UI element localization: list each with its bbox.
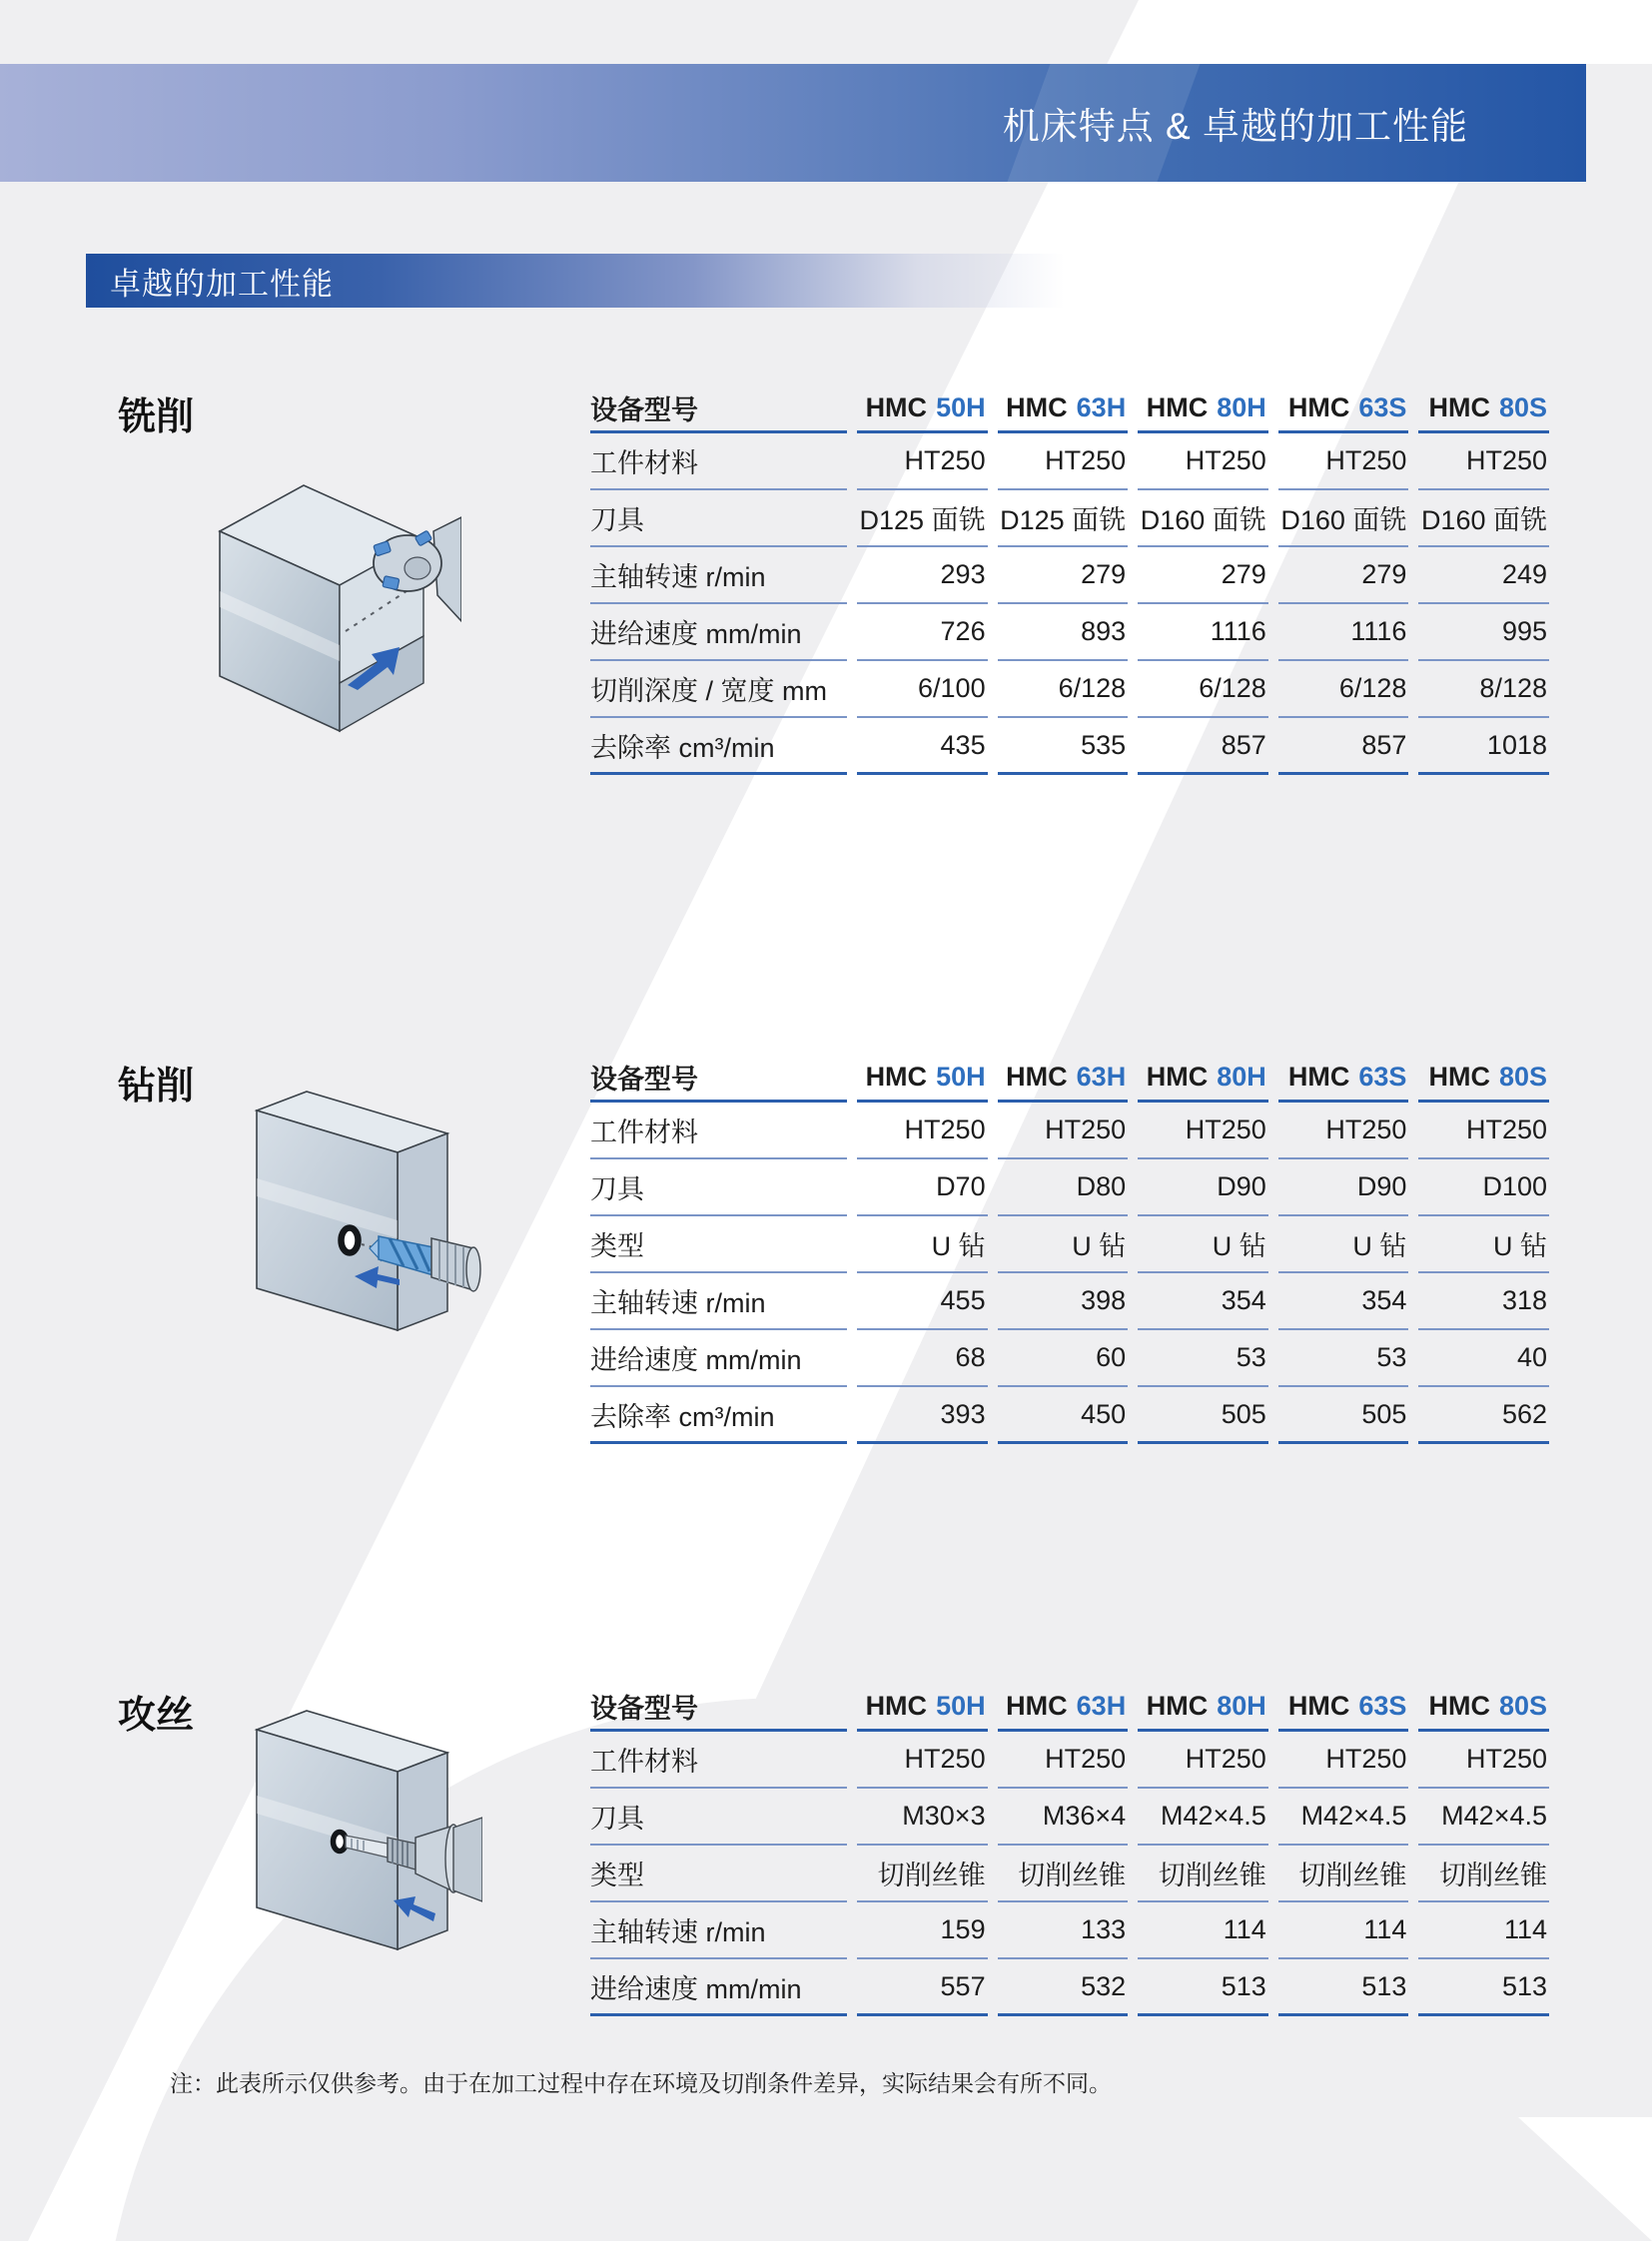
value-cell: 318	[1418, 1273, 1549, 1330]
value-cell: 557	[857, 1959, 988, 2016]
value-cell: 726	[857, 604, 988, 661]
model-header-cell	[1138, 1684, 1268, 1732]
value-cell: 535	[998, 718, 1129, 775]
footnote: 注：此表所示仅供参考。由于在加工过程中存在环境及切削条件差异，实际结果会有所不同。	[170, 2070, 1112, 2096]
table-header-label: 设备型号	[590, 1684, 847, 1732]
value-cell: D160 面铣	[1418, 490, 1549, 547]
row-label-cell: 刀具	[590, 490, 847, 547]
tap-illustration	[238, 1700, 482, 1954]
insert-2	[383, 576, 400, 590]
value-cell: HT250	[857, 1732, 988, 1789]
value-cell: 562	[1418, 1387, 1549, 1444]
value-cell: 293	[857, 547, 988, 604]
value-cell: D90	[1278, 1159, 1409, 1216]
model-number: 80S	[1498, 1691, 1547, 1721]
value-cell: D100	[1418, 1159, 1549, 1216]
row-label-cell: 工件材料	[590, 433, 847, 490]
milling-table	[590, 385, 1549, 775]
model-prefix: HMC	[865, 1062, 928, 1092]
model-header-cell	[998, 1055, 1129, 1103]
row-label-cell: 工件材料	[590, 1732, 847, 1789]
value-cell: 1018	[1418, 718, 1549, 775]
value-cell: 切削丝锥	[1418, 1846, 1549, 1902]
row-label-cell: 类型	[590, 1216, 847, 1273]
value-cell: 6/128	[998, 661, 1129, 718]
value-cell: 114	[1418, 1902, 1549, 1959]
value-cell: 505	[1138, 1387, 1268, 1444]
value-cell: HT250	[1138, 433, 1268, 490]
value-cell: HT250	[857, 1103, 988, 1159]
value-cell: 切削丝锥	[998, 1846, 1129, 1902]
section-milling	[0, 385, 1652, 805]
value-cell: 68	[857, 1330, 988, 1387]
holder-cap	[466, 1247, 480, 1291]
value-cell: M42×4.5	[1138, 1789, 1268, 1846]
banner-title: 机床特点 & 卓越的加工性能	[1002, 106, 1468, 147]
value-cell: 857	[1278, 718, 1409, 775]
model-number: 63H	[1076, 1691, 1127, 1721]
value-cell: 279	[998, 547, 1129, 604]
row-label-cell: 主轴转速 r/min	[590, 547, 847, 604]
value-cell: U 钻	[1278, 1216, 1409, 1273]
model-number: 63S	[1358, 1691, 1407, 1721]
value-cell: 133	[998, 1902, 1129, 1959]
value-cell: 53	[1138, 1330, 1268, 1387]
value-cell: M36×4	[998, 1789, 1129, 1846]
value-cell: 切削丝锥	[1138, 1846, 1268, 1902]
value-cell: 切削丝锥	[857, 1846, 988, 1902]
value-cell: 6/128	[1138, 661, 1268, 718]
model-prefix: HMC	[1146, 1062, 1209, 1092]
model-header-cell	[1418, 1055, 1549, 1103]
row-label-cell: 刀具	[590, 1789, 847, 1846]
value-cell: 354	[1278, 1273, 1409, 1330]
face-milling-illustration	[212, 471, 461, 746]
value-cell: 159	[857, 1902, 988, 1959]
model-header-cell	[1278, 1684, 1409, 1732]
model-prefix: HMC	[1146, 392, 1209, 422]
value-cell: 切削丝锥	[1278, 1846, 1409, 1902]
model-prefix: HMC	[1006, 1691, 1068, 1721]
row-label-cell: 类型	[590, 1846, 847, 1902]
milling-section-label: 铣削	[118, 396, 195, 438]
model-number: 63H	[1076, 1062, 1127, 1092]
value-cell: U 钻	[1418, 1216, 1549, 1273]
row-label-cell: 进给速度 mm/min	[590, 604, 847, 661]
holder-body	[453, 1818, 482, 1901]
value-cell: 279	[1138, 547, 1268, 604]
model-prefix: HMC	[1428, 392, 1490, 422]
value-cell: 513	[1138, 1959, 1268, 2016]
value-cell: 114	[1278, 1902, 1409, 1959]
model-prefix: HMC	[1006, 1062, 1068, 1092]
row-label-cell: 主轴转速 r/min	[590, 1902, 847, 1959]
model-number: 50H	[936, 1062, 986, 1092]
value-cell: 893	[998, 604, 1129, 661]
row-label-cell: 进给速度 mm/min	[590, 1330, 847, 1387]
tapped-hole	[334, 1833, 347, 1852]
value-cell: D125 面铣	[857, 490, 988, 547]
model-header-cell	[1278, 385, 1409, 433]
model-header-cell	[857, 1684, 988, 1732]
value-cell: M42×4.5	[1278, 1789, 1409, 1846]
value-cell: U 钻	[1138, 1216, 1268, 1273]
model-prefix: HMC	[865, 1691, 928, 1721]
model-header-cell	[1418, 1684, 1549, 1732]
model-number: 80H	[1217, 1062, 1266, 1092]
value-cell: D70	[857, 1159, 988, 1216]
model-header-cell	[1418, 385, 1549, 433]
model-header-cell	[857, 385, 988, 433]
section-drilling	[0, 1055, 1652, 1474]
model-number: 63S	[1358, 392, 1407, 422]
row-label-cell: 去除率 cm³/min	[590, 718, 847, 775]
tapping-table	[590, 1684, 1549, 2016]
value-cell: 532	[998, 1959, 1129, 2016]
table-header-label: 设备型号	[590, 1055, 847, 1103]
drilling-section-label: 钻削	[118, 1066, 195, 1108]
model-number: 50H	[936, 1691, 986, 1721]
value-cell: 513	[1278, 1959, 1409, 2016]
value-cell: M30×3	[857, 1789, 988, 1846]
section-title-bar	[86, 254, 1065, 308]
tapping-section-label: 攻丝	[118, 1695, 195, 1737]
value-cell: 435	[857, 718, 988, 775]
row-label-cell: 切削深度 / 宽度 mm	[590, 661, 847, 718]
value-cell: D125 面铣	[998, 490, 1129, 547]
model-prefix: HMC	[1006, 392, 1068, 422]
value-cell: 857	[1138, 718, 1268, 775]
value-cell: M42×4.5	[1418, 1789, 1549, 1846]
model-number: 50H	[936, 392, 986, 422]
value-cell: 455	[857, 1273, 988, 1330]
model-number: 80S	[1498, 392, 1547, 422]
row-label-cell: 刀具	[590, 1159, 847, 1216]
value-cell: 393	[857, 1387, 988, 1444]
model-number: 80H	[1217, 1691, 1266, 1721]
value-cell: 513	[1418, 1959, 1549, 2016]
value-cell: HT250	[1138, 1103, 1268, 1159]
value-cell: HT250	[1418, 433, 1549, 490]
section-tapping	[0, 1684, 1652, 2103]
model-number: 63H	[1076, 392, 1127, 422]
value-cell: 505	[1278, 1387, 1409, 1444]
table-header-label: 设备型号	[590, 385, 847, 433]
value-cell: 398	[998, 1273, 1129, 1330]
value-cell: 60	[998, 1330, 1129, 1387]
model-prefix: HMC	[1146, 1691, 1209, 1721]
value-cell: HT250	[857, 433, 988, 490]
value-cell: HT250	[1278, 1103, 1409, 1159]
row-label-cell: 主轴转速 r/min	[590, 1273, 847, 1330]
row-label-cell: 进给速度 mm/min	[590, 1959, 847, 2016]
value-cell: HT250	[1278, 1732, 1409, 1789]
model-header-cell	[1138, 385, 1268, 433]
value-cell: HT250	[998, 1103, 1129, 1159]
value-cell: HT250	[998, 1732, 1129, 1789]
drilled-hole	[342, 1228, 359, 1253]
block-side-face	[398, 1133, 447, 1330]
value-cell: 1116	[1138, 604, 1268, 661]
model-prefix: HMC	[1287, 1691, 1350, 1721]
value-cell: 53	[1278, 1330, 1409, 1387]
value-cell: 995	[1418, 604, 1549, 661]
value-cell: HT250	[1138, 1732, 1268, 1789]
section-title: 卓越的加工性能	[110, 266, 334, 302]
value-cell: D90	[1138, 1159, 1268, 1216]
value-cell: 8/128	[1418, 661, 1549, 718]
model-prefix: HMC	[1428, 1062, 1490, 1092]
row-label-cell: 去除率 cm³/min	[590, 1387, 847, 1444]
model-header-cell	[857, 1055, 988, 1103]
value-cell: D80	[998, 1159, 1129, 1216]
value-cell: D160 面铣	[1278, 490, 1409, 547]
value-cell: 40	[1418, 1330, 1549, 1387]
model-prefix: HMC	[1428, 1691, 1490, 1721]
value-cell: U 钻	[857, 1216, 988, 1273]
model-header-cell	[1278, 1055, 1409, 1103]
row-label-cell: 工件材料	[590, 1103, 847, 1159]
model-number: 80H	[1217, 392, 1266, 422]
value-cell: 279	[1278, 547, 1409, 604]
value-cell: 354	[1138, 1273, 1268, 1330]
face-mill-hub	[405, 557, 430, 579]
model-header-cell	[998, 385, 1129, 433]
value-cell: 1116	[1278, 604, 1409, 661]
model-number: 63S	[1358, 1062, 1407, 1092]
value-cell: 114	[1138, 1902, 1268, 1959]
value-cell: HT250	[1278, 433, 1409, 490]
page-banner	[0, 64, 1586, 182]
model-header-cell	[998, 1684, 1129, 1732]
value-cell: 450	[998, 1387, 1129, 1444]
model-number: 80S	[1498, 1062, 1547, 1092]
model-prefix: HMC	[1287, 392, 1350, 422]
value-cell: HT250	[1418, 1103, 1549, 1159]
value-cell: 249	[1418, 547, 1549, 604]
value-cell: D160 面铣	[1138, 490, 1268, 547]
value-cell: HT250	[998, 433, 1129, 490]
model-header-cell	[1138, 1055, 1268, 1103]
u-drill-illustration	[238, 1079, 482, 1351]
value-cell: 6/100	[857, 661, 988, 718]
model-prefix: HMC	[865, 392, 928, 422]
drilling-table	[590, 1055, 1549, 1444]
value-cell: U 钻	[998, 1216, 1129, 1273]
value-cell: HT250	[1418, 1732, 1549, 1789]
model-prefix: HMC	[1287, 1062, 1350, 1092]
value-cell: 6/128	[1278, 661, 1409, 718]
